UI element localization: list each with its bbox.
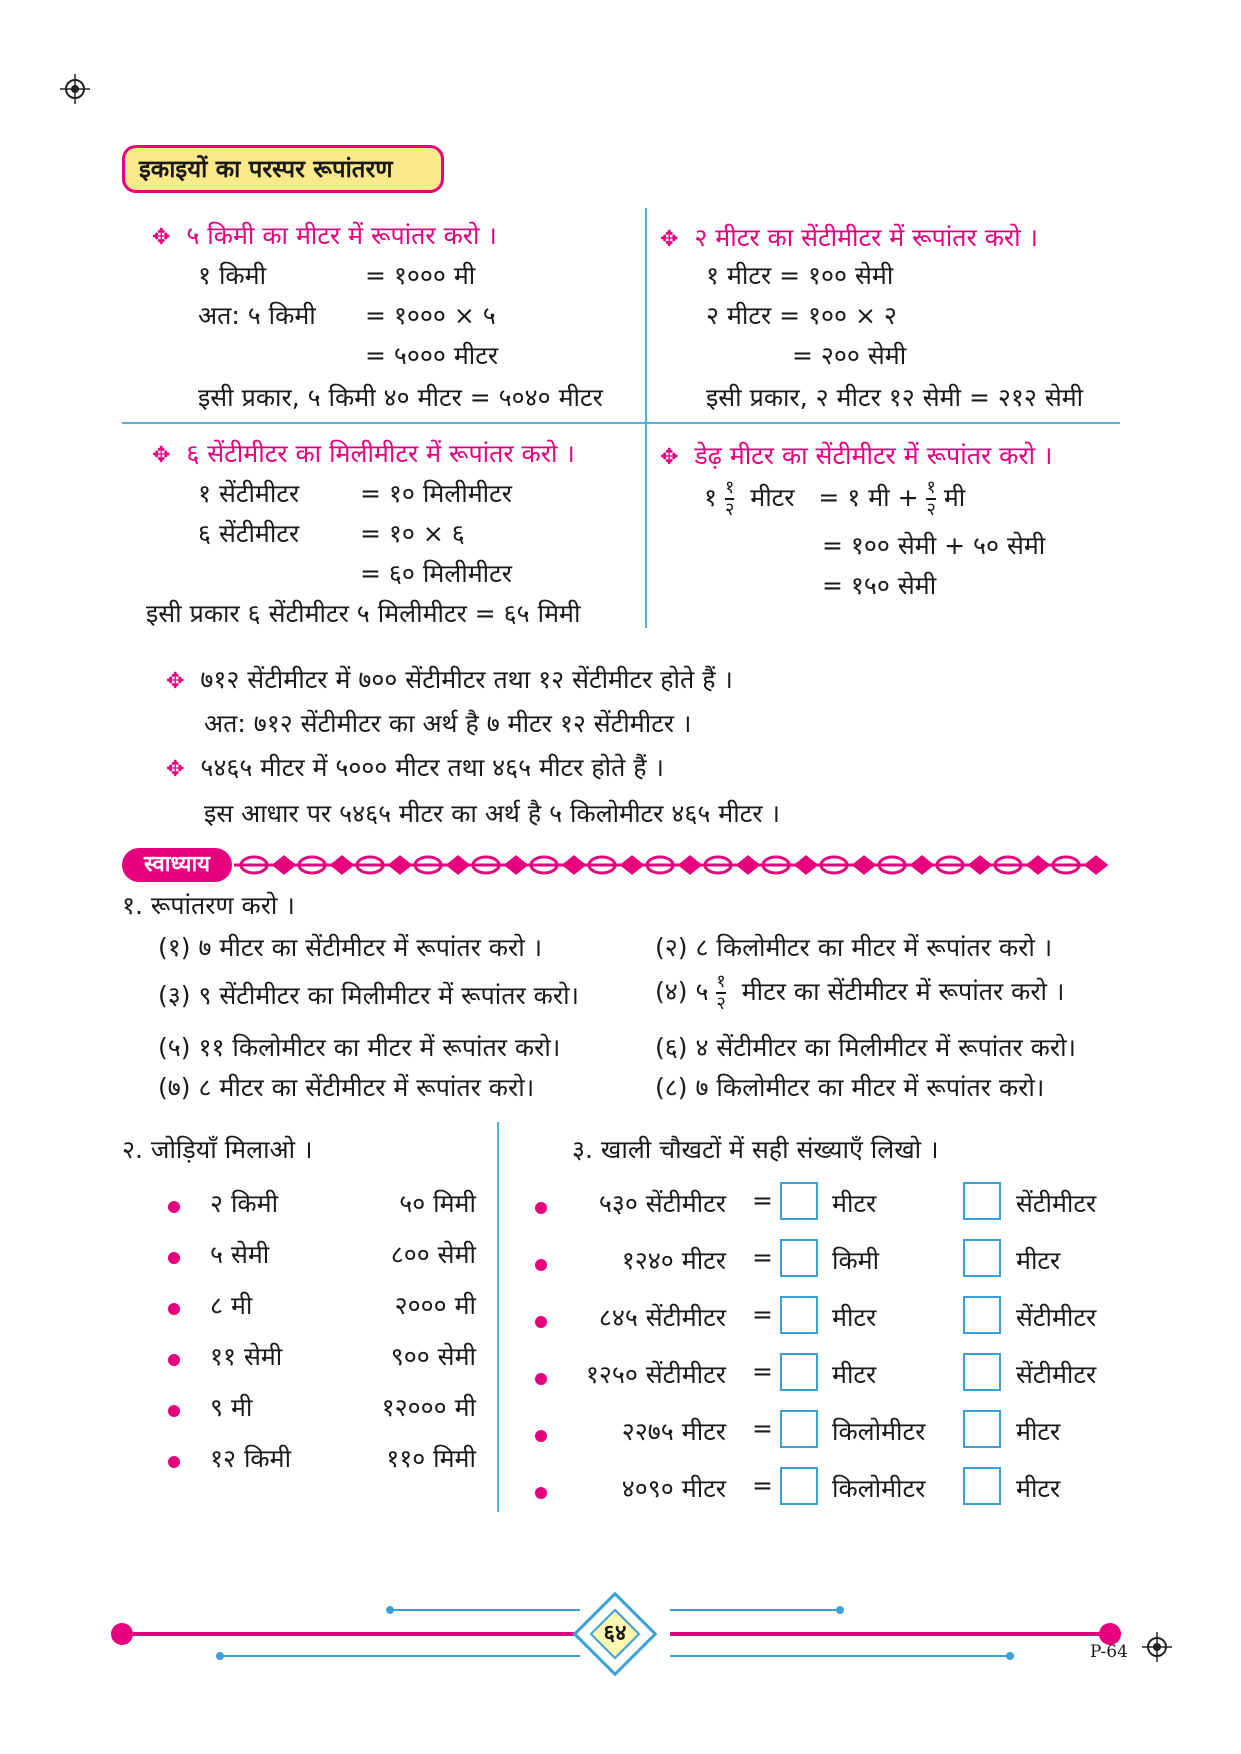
example-line: = १००० मी: [365, 261, 476, 290]
example-line: १ मीटर = १०० सेमी: [706, 261, 894, 290]
unit-label: सेंटीमीटर: [1016, 1360, 1097, 1389]
example-line: मीटर: [750, 483, 795, 512]
grid-divider-vertical: [645, 208, 647, 628]
mixed-fraction-line: [704, 478, 965, 520]
example-heading: डेढ़ मीटर का सेंटीमीटर में रूपांतर करो ।: [694, 441, 1053, 470]
equals-sign: =: [752, 1243, 773, 1272]
chain-diamond: [448, 857, 468, 873]
grid-divider-horizontal: [122, 422, 1120, 424]
pair-left: १२ किमी: [210, 1444, 292, 1473]
chain-diamond: [564, 857, 584, 873]
example-line: १ किमी: [198, 261, 267, 290]
answer-box[interactable]: [963, 1410, 1001, 1448]
pair-left: ११ सेमी: [210, 1342, 283, 1371]
example-heading: ६ सेंटीमीटर का मिलीमीटर में रूपांतर करो ।: [186, 439, 575, 468]
example-line: = १५० सेमी: [822, 571, 937, 600]
answer-box[interactable]: [780, 1353, 818, 1391]
bullet-dot-icon: [535, 1202, 547, 1214]
chain-diamond: [738, 857, 758, 873]
chain-diamond: [622, 857, 642, 873]
pair-right: ५० मिमी: [399, 1189, 476, 1218]
registration-mark-icon: [1140, 1630, 1174, 1664]
unit-label: सेंटीमीटर: [1016, 1303, 1097, 1332]
exercise-item: (३) ९ सेंटीमीटर का मिलीमीटर में रूपांतर करो।: [158, 981, 580, 1010]
example-note: इसी प्रकार ६ सेंटीमीटर ५ मिलीमीटर = ६५ मिमी: [146, 599, 581, 628]
example-statement: ✥ ७१२ सेंटीमीटर में ७०० सेंटीमीटर तथा १२ सेंटीमीटर होते हैं ।: [166, 665, 733, 694]
answer-box[interactable]: [963, 1296, 1001, 1334]
unit-label: किलोमीटर: [832, 1417, 926, 1446]
equals-sign: =: [752, 1414, 773, 1443]
unit-label: मीटर: [832, 1360, 877, 1389]
example-note: इसी प्रकार, २ मीटर १२ सेमी = २१२ सेमी: [706, 383, 1084, 412]
pair-right: ८०० सेमी: [390, 1240, 476, 1269]
row-value: १२५० सेंटीमीटर: [585, 1360, 726, 1389]
chain-diamond: [970, 857, 990, 873]
bullet-star-icon: ✥: [166, 757, 185, 782]
chain-diamond: [1086, 857, 1106, 873]
example-line: = ५००० मीटर: [365, 341, 499, 370]
equals-sign: =: [752, 1357, 773, 1386]
example-line: = ६० मिलीमीटर: [360, 559, 512, 588]
bullet-dot-icon: [535, 1373, 547, 1385]
section-divider: [497, 1122, 499, 1512]
bullet-star-icon: ✥: [660, 445, 679, 470]
bullet-star-icon: ✥: [152, 225, 171, 250]
example-line: = १० × ६: [360, 519, 465, 548]
example-line: २ मीटर = १०० × २: [706, 301, 897, 330]
exercise-item: (६) ४ सेंटीमीटर का मिलीमीटर में रूपांतर करो।: [655, 1033, 1077, 1062]
example-line: १ सेंटीमीटर: [198, 479, 300, 508]
example-line: अत: ५ किमी: [198, 301, 316, 330]
unit-label: मीटर: [832, 1303, 877, 1332]
exercise-item: (७) ८ मीटर का सेंटीमीटर में रूपांतर करो।: [158, 1073, 535, 1102]
unit-label: मीटर: [1016, 1246, 1061, 1275]
question-title: १. रूपांतरण करो ।: [122, 891, 295, 920]
pair-left: ९ मी: [210, 1393, 253, 1422]
decorative-chain-border: [234, 850, 1114, 880]
answer-box[interactable]: [780, 1296, 818, 1334]
fraction: $\frac{१}{२}$: [716, 971, 726, 1014]
chain-diamond: [912, 857, 932, 873]
bullet-dot-icon: [168, 1201, 180, 1213]
pair-right: ११० मिमी: [386, 1444, 476, 1473]
answer-box[interactable]: [780, 1467, 818, 1505]
example-line: = १० मिलीमीटर: [360, 479, 512, 508]
answer-box[interactable]: [780, 1182, 818, 1220]
exercise-item-mixed: (४) ५ $\frac{१}{२}$ मीटर का सेंटीमीटर में रूपांतर करो ।: [655, 971, 1065, 1014]
print-code: P-64: [1090, 1642, 1128, 1662]
pair-left: २ किमी: [210, 1189, 279, 1218]
bullet-star-icon: ✥: [660, 227, 679, 252]
example-line: मी: [943, 483, 966, 512]
exercise-item: (२) ८ किलोमीटर का मीटर में रूपांतर करो ।: [655, 933, 1053, 962]
example-heading: ५ किमी का मीटर में रूपांतर करो ।: [186, 221, 497, 250]
chain-diamond: [796, 857, 816, 873]
example-line: = १००० × ५: [365, 301, 496, 330]
fraction: $\frac{१}{२}$: [724, 477, 735, 520]
registration-mark-icon: [58, 72, 92, 106]
question-title: २. जोड़ियाँ मिलाओ ।: [122, 1135, 313, 1164]
equals-sign: =: [752, 1186, 773, 1215]
pair-right: १२००० मी: [381, 1393, 476, 1422]
example-heading: २ मीटर का सेंटीमीटर में रूपांतर करो ।: [694, 223, 1039, 252]
row-value: १२४० मीटर: [621, 1246, 726, 1275]
pair-right: ९०० सेमी: [390, 1342, 476, 1371]
example-note: इसी प्रकार, ५ किमी ४० मीटर = ५०४० मीटर: [198, 383, 603, 412]
page-title: इकाइयों का परस्पर रूपांतरण: [122, 145, 444, 193]
bullet-dot-icon: [168, 1405, 180, 1417]
question-title: ३. खाली चौखटों में सही संख्याएँ लिखो ।: [572, 1135, 939, 1164]
bullet-dot-icon: [535, 1259, 547, 1271]
example-line: = १ मी +: [818, 483, 919, 512]
row-value: ८४५ सेंटीमीटर: [598, 1303, 726, 1332]
example-line: = २०० सेमी: [792, 341, 907, 370]
bullet-dot-icon: [535, 1487, 547, 1499]
example-line: = १०० सेमी + ५० सेमी: [822, 531, 1046, 560]
unit-label: मीटर: [1016, 1417, 1061, 1446]
pair-left: ८ मी: [210, 1291, 253, 1320]
unit-label: किलोमीटर: [832, 1474, 926, 1503]
answer-box[interactable]: [780, 1239, 818, 1277]
bullet-star-icon: ✥: [166, 669, 185, 694]
equals-sign: =: [752, 1471, 773, 1500]
bullet-dot-icon: [168, 1252, 180, 1264]
chain-diamond: [274, 857, 294, 873]
bullet-dot-icon: [168, 1456, 180, 1468]
example-line: ६ सेंटीमीटर: [198, 519, 300, 548]
unit-label: सेंटीमीटर: [1016, 1189, 1097, 1218]
fraction-whole: १: [704, 483, 718, 512]
bullet-dot-icon: [535, 1430, 547, 1442]
bullet-star-icon: ✥: [152, 443, 171, 468]
chain-diamond: [390, 857, 410, 873]
exercise-item: (८) ७ किलोमीटर का मीटर में रूपांतर करो।: [655, 1073, 1045, 1102]
row-value: २२७५ मीटर: [621, 1417, 726, 1446]
chain-diamond: [506, 857, 526, 873]
answer-box[interactable]: [963, 1353, 1001, 1391]
answer-box[interactable]: [780, 1410, 818, 1448]
bullet-dot-icon: [168, 1303, 180, 1315]
example-statement: ✥ ५४६५ मीटर में ५००० मीटर तथा ४६५ मीटर होते हैं ।: [166, 753, 664, 782]
unit-label: मीटर: [1016, 1474, 1061, 1503]
pair-left: ५ सेमी: [210, 1240, 270, 1269]
page-number: ६४: [603, 1621, 627, 1646]
unit-label: किमी: [832, 1246, 880, 1275]
fraction: $\frac{१}{२}$: [926, 477, 936, 520]
bullet-dot-icon: [535, 1316, 547, 1328]
example-statement: अत: ७१२ सेंटीमीटर का अर्थ है ७ मीटर १२ सेंटीमीटर ।: [204, 709, 692, 738]
equals-sign: =: [752, 1300, 773, 1329]
row-value: ५३० सेंटीमीटर: [598, 1189, 726, 1218]
chain-diamond: [332, 857, 352, 873]
exercise-item: (५) ११ किलोमीटर का मीटर में रूपांतर करो।: [158, 1033, 561, 1062]
bullet-dot-icon: [168, 1354, 180, 1366]
answer-box[interactable]: [963, 1467, 1001, 1505]
chain-diamond: [680, 857, 700, 873]
exercise-item: (१) ७ मीटर का सेंटीमीटर में रूपांतर करो ।: [158, 933, 543, 962]
answer-box[interactable]: [963, 1239, 1001, 1277]
pair-right: २००० मी: [394, 1291, 476, 1320]
chain-diamond: [854, 857, 874, 873]
row-value: ४०९० मीटर: [621, 1474, 726, 1503]
answer-box[interactable]: [963, 1182, 1001, 1220]
exercise-badge: स्वाध्याय: [122, 848, 232, 882]
chain-diamond: [1028, 857, 1048, 873]
example-statement: इस आधार पर ५४६५ मीटर का अर्थ है ५ किलोमीटर ४६५ मीटर ।: [204, 799, 780, 828]
unit-label: मीटर: [832, 1189, 877, 1218]
